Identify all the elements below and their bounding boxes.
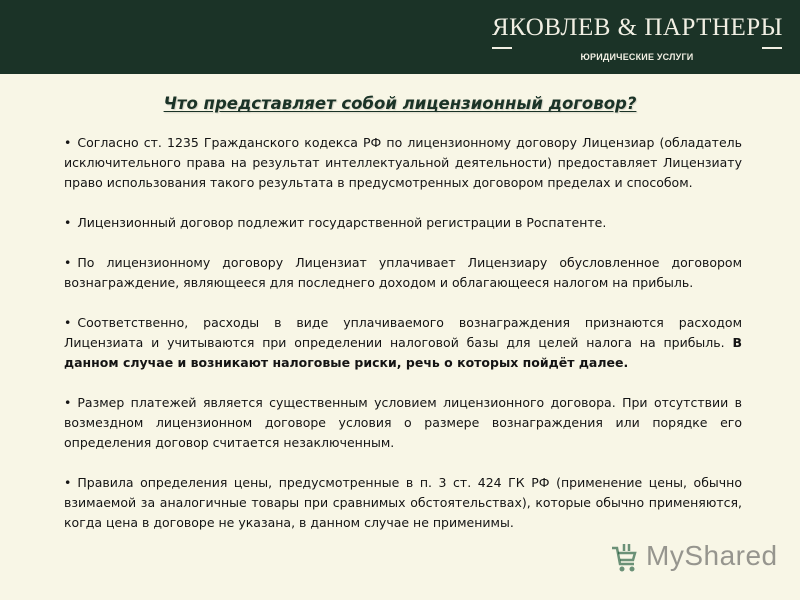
bullet-icon: • — [64, 135, 72, 150]
bullet-icon: • — [64, 395, 72, 410]
bullet-text: Правила определения цены, предусмотренные в п. 3 ст. 424 ГК РФ (применение цены, обычно взимаемой за аналогичные товары при сравнимых обстоятельствах), которые обычно применяются, когда цена в договоре не указана, в данном случае не применимы. — [64, 475, 742, 530]
slide-title: Что представляет собой лицензионный договор? — [163, 94, 637, 113]
bullet-paragraph — [64, 473, 742, 533]
bullet-paragraph — [64, 393, 742, 453]
slide-body — [64, 133, 742, 553]
watermark — [610, 540, 778, 580]
bullet-emphasis: В данном случае и возникают налоговые риски, речь о которых пойдёт далее. — [64, 335, 742, 370]
logo-rule-left — [492, 47, 512, 49]
bullet-text: Согласно ст. 1235 Гражданского кодекса РФ по лицензионному договору Лицензиар (обладатель исключительного права на результат интеллектуальной деятельности) предоставляет Лицензиату право использования такого результата в предусмотренных договором пределах и способом. — [64, 135, 742, 190]
bullet-icon: • — [64, 215, 72, 230]
company-logo — [492, 14, 782, 66]
bullet-paragraph — [64, 133, 742, 193]
bullet-paragraph — [64, 253, 742, 293]
bullet-paragraph — [64, 213, 742, 233]
logo-tagline: ЮРИДИЧЕСКИЕ УСЛУГИ — [580, 52, 694, 62]
bullet-icon: • — [64, 255, 72, 270]
header-bar — [0, 0, 800, 74]
shopping-cart-icon — [610, 542, 638, 574]
watermark-text: MyShared — [646, 540, 778, 571]
bullet-paragraph — [64, 313, 742, 373]
bullet-text: По лицензионному договору Лицензиат уплачивает Лицензиару обусловленное договором вознаграждение, являющееся для последнего доходом и облагающееся налогом на прибыль. — [64, 255, 742, 290]
bullet-icon: • — [64, 475, 72, 490]
bullet-text: Лицензионный договор подлежит государственной регистрации в Роспатенте. — [77, 215, 607, 230]
bullet-text: Размер платежей является существенным условием лицензионного договора. При отсутствии в возмездном лицензионном договоре условия о размере вознаграждения или порядке его определения договор считается незаключенным. — [64, 395, 742, 450]
bullet-icon: • — [64, 315, 72, 330]
bullet-text: Соответственно, расходы в виде уплачиваемого вознаграждения признаются расходом Лицензиата и учитываются при определении налоговой базы для целей налога на прибыль. — [64, 315, 742, 350]
logo-rule-right — [762, 47, 782, 49]
logo-wordmark: ЯКОВЛЕВ & ПАРТНЕРЫ — [492, 14, 783, 41]
